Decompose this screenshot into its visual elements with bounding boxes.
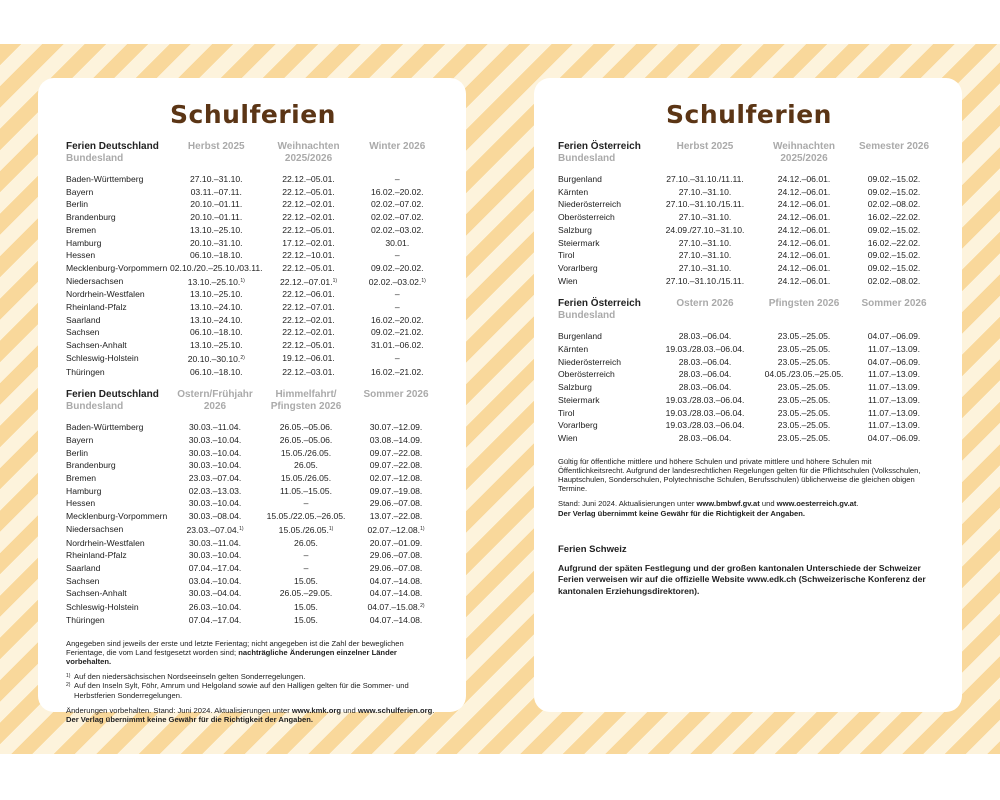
table-row [66,549,440,562]
date-cell: 13.10.–25.10.$^{1)}$ [187,276,245,287]
region-name: Wien [558,432,578,443]
header-country: Ferien Deutschland Bundesland [66,141,159,164]
date-cell: – [303,562,309,573]
date-cell: 19.03./28.03.–06.04. [665,420,745,431]
date-cell: 13.10.–24.10. [189,314,243,325]
date-cell: 22.12.–05.01. [282,262,335,273]
date-cell: 28.03.–06.04. [678,369,732,380]
table-row [66,421,440,434]
date-cell: 17.12.–02.01. [282,237,335,248]
date-cell: 24.12.–06.01. [777,186,831,197]
date-cell: 19.12.–06.01. [282,353,335,364]
date-cell: 30.03.–10.04. [188,434,242,445]
date-cell: 24.12.–06.01. [777,174,831,184]
region-name: Bremen [66,473,97,484]
date-cell: 23.05.–25.05. [777,432,831,443]
date-cell: 09.02.–15.02. [867,250,921,261]
date-cell: 02.02.–07.02. [370,212,424,223]
date-cell: 22.12.–05.01. [282,174,335,184]
date-cell: 04.07.–06.09. [867,356,921,367]
date-cell: 16.02.–21.02. [370,366,424,377]
date-cell: 11.07.–13.09. [868,394,920,405]
table-row [558,249,940,262]
region-name: Niederösterreich [558,356,622,367]
region-name: Tirol [558,407,575,418]
date-cell: 30.03.–10.04. [188,498,242,509]
region-name: Bayern [66,186,94,197]
table-row [66,575,440,588]
region-name: Sachsen [66,327,100,338]
date-cell: 30.01. [385,237,410,248]
date-cell: 23.05.–25.05. [777,356,831,367]
date-cell: 22.12.–03.01. [282,366,335,377]
switzerland-text: Aufgrund der späten Festlegung und der großen kantonalen Unterschiede der Schweizer Ferien verweisen wir auf die offizielle Website www.edk.ch (Schweizerische Konferenz der kantonalen Erziehungsdirektoren). [558,562,926,596]
date-cell: 11.05.–15.05. [280,485,332,496]
region-name: Brandenburg [66,460,116,471]
date-cell: 29.06.–07.08. [369,550,423,561]
date-cell: 02.02.–03.02. [370,224,424,235]
link-bmbwf[interactable]: www.bmbwf.gv.at [696,499,760,509]
date-cell: – [394,174,400,184]
link-schulferien[interactable]: www.schulferien.org [357,705,433,715]
date-cell: 19.03./28.03.–06.04. [665,407,745,418]
date-cell: 31.01.–06.02. [370,340,424,351]
region-name: Nordrhein-Westfalen [66,289,145,300]
date-cell: 11.07.–13.09. [868,407,920,418]
table-row [66,198,440,211]
date-cell: 20.10.–01.11. [190,212,243,223]
table-row [558,186,940,199]
region-name: Wien [558,275,578,286]
table-row [66,288,440,301]
date-cell: 02.02.–03.02.$^{1)}$ [368,276,426,287]
date-cell: 15.05. [294,614,318,625]
date-cell: 24.12.–06.01. [777,212,831,223]
column-header: Pfingsten 2026 [768,298,840,310]
region-name: Hamburg [66,237,102,248]
table-row [66,249,440,262]
table-row [66,339,440,352]
table-row [66,485,440,498]
region-name: Baden-Württemberg [66,422,144,433]
date-cell: 11.07.–13.09. [868,344,920,355]
date-cell: 30.03.–10.04. [188,550,242,561]
table-row [558,198,940,211]
date-cell: 28.03.–06.04. [678,331,732,342]
date-cell: 22.12.–05.01. [282,340,335,351]
table-row [66,537,440,550]
table-row [558,343,940,356]
date-cell: 30.03.–11.04. [189,537,241,548]
region-name: Niedersachsen [66,276,124,287]
date-cell: 06.10.–18.10. [189,250,243,261]
region-name: Steiermark [558,237,600,248]
table-row [66,600,440,614]
note-dates: Angegeben sind jeweils der erste und letzte Ferientag; nicht angegeben ist die Zahl der beweglichen Ferientage, die vom Land festgesetzt worden sind; nachträgliche Änderungen einzelner Länder vorbehalten. [66,638,404,666]
date-cell: 16.02.–20.02. [370,186,424,197]
table-row [66,510,440,523]
date-cell: 26.05.–05.06. [279,422,333,433]
date-cell: 26.05.–05.06. [279,434,333,445]
table-row [558,262,940,275]
table-row [558,419,940,432]
region-name: Oberösterreich [558,369,615,380]
table-row [558,275,940,288]
date-cell: 15.05./26.05. [280,447,332,458]
date-cell: – [394,353,400,364]
region-name: Salzburg [558,224,592,235]
region-name: Vorarlberg [558,420,598,431]
date-cell: 02.02.–08.02. [867,199,921,210]
date-cell: 24.12.–06.01. [777,275,831,286]
date-cell: 23.05.–25.05. [777,420,831,431]
date-cell: 04.07.–14.08. [369,575,423,586]
date-cell: 02.03.–13.03. [188,485,242,496]
region-name: Brandenburg [66,212,116,223]
table-header-row [66,389,440,421]
date-cell: – [303,550,309,561]
column-header: Winter 2026 [369,141,426,152]
date-cell: – [394,289,400,300]
date-cell: 22.12.–02.01. [282,327,335,338]
date-cell: 24.09./27.10.–31.10. [665,224,745,235]
date-cell: 09.07.–22.08. [369,460,423,471]
date-cell: 23.03.–07.04.$^{1)}$ [186,524,244,535]
date-cell: 23.05.–25.05. [777,331,831,342]
table-row [66,326,440,339]
date-cell: 19.03./28.03.–06.04. [665,394,745,405]
date-cell: 22.12.–10.01. [282,250,335,261]
table-row [558,381,940,394]
table-row [66,262,440,275]
date-cell: 09.07.–22.08. [369,447,423,458]
date-cell: – [394,250,400,261]
region-name: Sachsen-Anhalt [66,340,127,351]
table-row [558,394,940,407]
region-name: Rheinland-Pfalz [66,302,127,313]
date-cell: 30.03.–10.04. [188,447,242,458]
date-cell: 13.07.–22.08. [369,511,423,522]
austria-page [534,78,962,712]
column-header: Herbst 2025 [187,141,245,152]
date-cell: 29.06.–07.08. [369,562,423,573]
table-row [558,173,940,186]
column-header: Semester 2026 [858,141,930,152]
table-row [66,211,440,224]
date-cell: 30.07.–12.09. [369,422,423,433]
date-cell: 04.07.–06.09. [867,432,921,443]
date-cell: 24.12.–06.01. [777,237,831,248]
table-row [558,330,940,343]
table-row [66,459,440,472]
region-name: Steiermark [558,394,600,405]
column-header: Herbst 2025 [676,141,734,152]
date-cell: 30.03.–04.04. [188,588,242,599]
date-cell: 23.05.–25.05. [777,407,831,418]
table-row [66,614,440,627]
link-kmk[interactable]: www.kmk.org [291,705,341,715]
date-cell: 03.11.–07.11. [190,186,242,197]
region-name: Schleswig-Holstein [66,353,139,364]
table-row [558,432,940,445]
region-name: Burgenland [558,174,602,184]
germany-notes [66,639,440,725]
date-cell: 24.12.–06.01. [777,250,831,261]
date-cell: 09.02.–15.02. [867,262,921,273]
region-name: Salzburg [558,382,592,393]
table-row [66,301,440,314]
date-cell: 20.07.–01.09. [369,537,423,548]
table-row [558,407,940,420]
region-name: Schleswig-Holstein [66,601,139,612]
date-cell: 23.05.–25.05. [777,382,831,393]
date-cell: 16.02.–22.02. [867,212,921,223]
date-cell: 07.04.–17.04. [188,562,242,573]
date-cell: 24.12.–06.01. [777,224,831,235]
date-cell: 24.12.–06.01. [777,199,831,210]
date-cell: 30.03.–11.04. [189,422,241,433]
germany-table-1 [66,141,440,378]
date-cell: 15.05./22.05.–26.05. [266,511,346,522]
date-cell: 22.12.–05.01. [282,224,335,235]
date-cell: 27.10.–31.10./11.11. [666,174,744,184]
date-cell: 26.05. [294,537,318,548]
footnote-1: 1) Auf den niedersächsischen Nordseeinseln gelten Sonderregelungen. [66,672,306,682]
austria-table-1 [558,141,940,287]
link-oesterreich[interactable]: www.oesterreich.gv.at [776,499,857,509]
date-cell: 22.12.–07.01. [282,302,335,313]
region-name: Thüringen [66,366,105,377]
column-header: Weihnachten 2025/2026 [772,141,836,164]
region-name: Mecklenburg-Vorpommern [66,511,168,522]
date-cell: 29.06.–07.08. [369,498,423,509]
column-header: Ostern/Frühjahr 2026 [177,389,253,413]
header-country: Ferien Österreich Bundesland [558,141,641,164]
date-cell: 27.10.–31.10. [678,212,732,223]
date-cell: 02.02.–07.02. [370,199,424,210]
table-header-row [66,141,440,173]
region-name: Berlin [66,199,88,210]
date-cell: 02.07.–12.08. [369,473,423,484]
date-cell: 28.03.–06.04. [678,382,732,393]
date-cell: 02.10./20.–25.10./03.11. [170,262,263,273]
date-cell: 22.12.–02.01. [282,199,335,210]
region-name: Niedersachsen [66,524,124,535]
date-cell: 19.03./28.03.–06.04. [665,344,745,355]
region-name: Sachsen-Anhalt [66,588,127,599]
date-cell: 15.05./26.05. [280,473,332,484]
region-name: Baden-Württemberg [66,174,144,184]
date-cell: 27.10.–31.10. [189,174,243,184]
table-row [66,173,440,186]
date-cell: 27.10.–31.10. [678,237,732,248]
date-cell: 26.05.–29.05. [279,588,333,599]
date-cell: 22.12.–06.01. [282,289,335,300]
date-cell: 11.07.–13.09. [868,369,920,380]
date-cell: 04.07.–15.08.$^{2)}$ [367,602,425,613]
table-row [66,472,440,485]
date-cell: 22.12.–05.01. [282,186,335,197]
table-row [66,352,440,366]
date-cell: 15.05. [294,601,318,612]
page-title: Schulferien [666,100,832,129]
date-cell: 20.10.–01.11. [190,199,243,210]
table-row [558,356,940,369]
table-header-row [558,298,940,330]
date-cell: 09.02.–20.02. [370,262,424,273]
date-cell: 27.10.–31.10. [678,262,732,273]
region-name: Saarland [66,562,101,573]
region-name: Kärnten [558,344,589,355]
table-row [66,562,440,575]
date-cell: 13.10.–24.10. [189,302,243,313]
region-name: Bayern [66,434,94,445]
table-row [66,366,440,379]
date-cell: 20.10.–31.10. [189,237,243,248]
table-row [66,434,440,447]
region-name: Hamburg [66,485,102,496]
germany-table-2 [66,389,440,626]
date-cell: 26.05. [294,460,318,471]
date-cell: 04.07.–14.08. [369,614,423,625]
date-cell: 09.07.–19.08. [369,485,423,496]
date-cell: 30.03.–10.04. [188,460,242,471]
date-cell: 16.02.–22.02. [867,237,921,248]
note-updates: Änderungen vorbehalten. Stand: Juni 2024. Aktualisierungen unter www.kmk.org und www.schulferien.org. Der Verlag übernimmt keine Gewähr für die Richtigkeit der Angaben. [66,705,435,724]
table-row [66,224,440,237]
table-row [66,523,440,537]
date-cell: 15.05./26.05.$^{1)}$ [278,524,334,535]
date-cell: 27.10.–31.10./15.11. [665,275,745,286]
table-row [558,211,940,224]
table-row [66,447,440,460]
region-name: Kärnten [558,186,589,197]
note-updates: Stand: Juni 2024. Aktualisierungen unter www.bmbwf.gv.at und www.oesterreich.gv.at. Der Verlag übernimmt keine Gewähr für die Richtigkeit der Angaben. [558,499,859,518]
region-name: Berlin [66,447,88,458]
header-country: Ferien Deutschland Bundesland [66,389,159,413]
table-row [66,314,440,327]
column-header: Sommer 2026 [861,298,927,310]
date-cell: 27.10.–31.10. [678,250,732,261]
date-cell: 09.02.–21.02. [370,327,424,338]
date-cell: 09.02.–15.02. [867,174,921,184]
date-cell: – [303,498,309,509]
column-header: Weihnachten 2025/2026 [277,141,340,164]
date-cell: 09.02.–15.02. [867,186,921,197]
column-header: Ostern 2026 [676,298,734,310]
date-cell: 03.04.–10.04. [188,575,242,586]
region-name: Thüringen [66,614,105,625]
region-name: Saarland [66,314,101,325]
region-name: Mecklenburg-Vorpommern [66,262,168,273]
column-header: Himmelfahrt/ Pfingsten 2026 [270,389,342,413]
date-cell: 22.12.–02.01. [282,314,335,325]
region-name: Burgenland [558,331,602,342]
table-row [558,237,940,250]
region-name: Nordrhein-Westfalen [66,537,145,548]
date-cell: 22.12.–07.01.$^{1)}$ [280,276,338,287]
date-cell: 23.05.–25.05. [777,394,831,405]
date-cell: 02.07.–12.08.$^{1)}$ [367,524,425,535]
table-row [66,237,440,250]
region-name: Sachsen [66,575,100,586]
region-name: Vorarlberg [558,262,598,273]
date-cell: 24.12.–06.01. [777,262,831,273]
date-cell: 13.10.–25.10. [189,224,243,235]
note-validity: Gültig für öffentliche mittlere und höhere Schulen und private mittlere und höhere Schulen mit Öffentlichkeitsrecht. Aufgrund der landesrechtlichen Regelungen gelten für die Pflichtschulen (Volksschulen, Hauptschulen, Sonderschulen, Polytechnische Schulen, Berufsschulen) üblicherweise die gleichen obigen Termine. [558,456,921,494]
table-header-row [558,141,940,173]
date-cell: 03.08.–14.09. [369,434,423,445]
header-country: Ferien Österreich Bundesland [558,298,641,322]
table-row [66,587,440,600]
region-name: Hessen [66,498,96,509]
date-cell: 06.10.–18.10. [189,327,243,338]
date-cell: 11.07.–13.09. [868,420,920,431]
date-cell: 13.10.–25.10. [189,289,243,300]
date-cell: 28.03.–06.04. [678,356,732,367]
date-cell: 09.02.–15.02. [867,224,921,235]
date-cell: 13.10.–25.10. [189,340,243,351]
table-row [558,368,940,381]
region-name: Bremen [66,224,97,235]
austria-table-2 [558,298,940,444]
date-cell: 04.07.–06.09. [867,331,921,342]
date-cell: 11.07.–13.09. [868,382,920,393]
region-name: Tirol [558,250,575,261]
austria-notes [558,457,940,518]
date-cell: – [394,302,400,313]
footnote-2: 2) Auf den Inseln Sylt, Föhr, Amrum und Helgoland sowie auf den Halligen gelten für die Sommer- und Herbstferien Sonderregelungen. [66,681,409,700]
table-row [66,186,440,199]
switzerland-heading: Ferien Schweiz [558,543,627,555]
date-cell: 26.03.–10.04. [188,601,242,612]
date-cell: 27.10.–31.10. [678,186,732,197]
table-row [66,275,440,289]
column-header: Sommer 2026 [363,389,429,401]
date-cell: 04.07.–14.08. [369,588,423,599]
page-title: Schulferien [170,100,336,129]
region-name: Niederösterreich [558,199,622,210]
germany-page [38,78,466,724]
date-cell: 30.03.–08.04. [188,511,242,522]
date-cell: 06.10.–18.10. [189,366,243,377]
table-row [66,497,440,510]
date-cell: 07.04.–17.04. [188,614,242,625]
date-cell: 22.12.–02.01. [282,212,335,223]
region-name: Rheinland-Pfalz [66,550,127,561]
date-cell: 20.10.–30.10.$^{2)}$ [187,353,245,364]
date-cell: 28.03.–06.04. [678,432,732,443]
date-cell: 02.02.–08.02. [867,275,921,286]
table-row [558,224,940,237]
date-cell: 16.02.–20.02. [370,314,424,325]
date-cell: 23.03.–07.04. [188,473,242,484]
date-cell: 27.10.–31.10./15.11. [665,199,745,210]
region-name: Hessen [66,250,96,261]
region-name: Oberösterreich [558,212,615,223]
date-cell: 23.05.–25.05. [777,344,831,355]
date-cell: 15.05. [294,575,318,586]
date-cell: 04.05./23.05.–25.05. [764,369,844,380]
